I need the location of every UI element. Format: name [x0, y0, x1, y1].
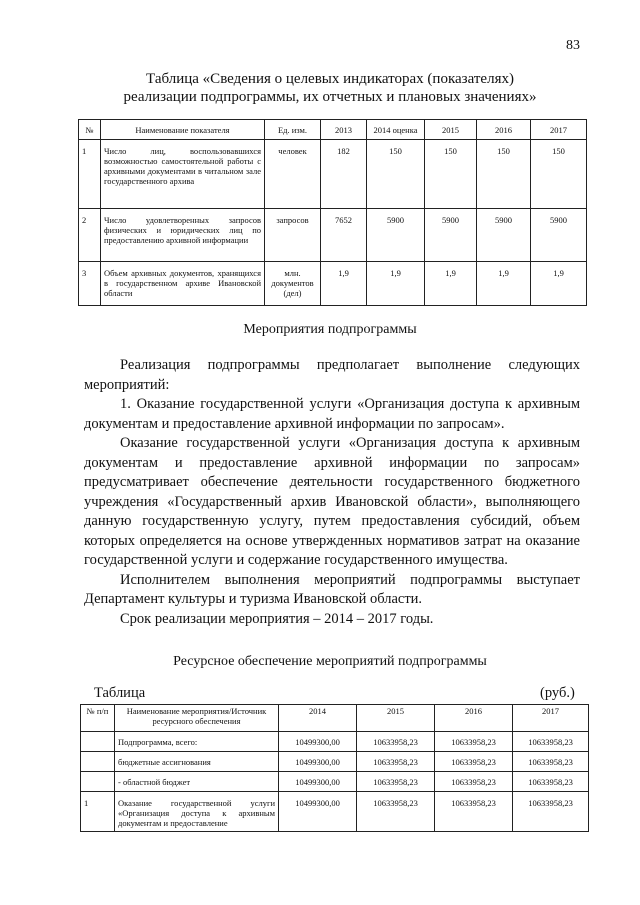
table-header-row — [79, 120, 587, 140]
table-row — [79, 140, 587, 209]
item-name: Оказание государственной услуги «Организация доступа к архивным документам и предоставление — [115, 792, 279, 832]
body-text — [84, 356, 580, 629]
value-cell: 10499300,00 — [279, 792, 357, 832]
value-cell: 1,9 — [367, 262, 425, 306]
value-cell: 10633958,23 — [513, 752, 589, 772]
paragraph: Оказание государственной услуги «Организация доступа к архивным документам и предоставление архивной информации по запросам» предусматривает обеспечение деятельности государственного бюджетного учреждения «Государственный архив Ивановской области», выполняющего данную государственную услугу, путем предоставления субсидий, объем которых определяется на основе утвержденных нормативов затрат на оказание государственной услуги и содержание государственного имущества. — [84, 435, 580, 568]
unit-cell: запросов — [265, 209, 321, 262]
header-cell: 2017 — [513, 705, 589, 732]
table-caption: Таблица — [94, 685, 146, 701]
value-cell: 10633958,23 — [357, 732, 435, 752]
value-cell: 10499300,00 — [279, 772, 357, 792]
value-cell: 5900 — [367, 209, 425, 262]
header-cell: Наименование показателя — [101, 120, 265, 140]
row-number: 1 — [81, 792, 115, 832]
row-number — [81, 772, 115, 792]
value-cell: 10633958,23 — [357, 792, 435, 832]
item-name: Подпрограмма, всего: — [115, 732, 279, 752]
value-cell: 10633958,23 — [513, 792, 589, 832]
table-row — [79, 209, 587, 262]
indicator-name: Число лиц, воспользовавшихся возможностью самостоятельной работы с архивными документами в читальном зале государственного архива — [101, 140, 265, 209]
paragraph: Срок реализации мероприятия – 2014 – 2017 годы. — [120, 610, 434, 627]
header-cell: 2015 — [425, 120, 477, 140]
value-cell: 10633958,23 — [435, 792, 513, 832]
value-cell: 10633958,23 — [435, 732, 513, 752]
table-header-row — [81, 705, 589, 732]
value-cell: 7652 — [321, 209, 367, 262]
page-number: 83 — [566, 38, 580, 53]
value-cell: 5900 — [477, 209, 531, 262]
row-number — [81, 732, 115, 752]
row-number: 1 — [79, 140, 101, 209]
table-row — [81, 752, 589, 772]
resources-table — [80, 704, 589, 832]
value-cell: 150 — [531, 140, 587, 209]
value-cell: 1,9 — [321, 262, 367, 306]
item-name: - областной бюджет — [115, 772, 279, 792]
value-cell: 182 — [321, 140, 367, 209]
value-cell: 1,9 — [425, 262, 477, 306]
header-cell: 2014 оценка — [367, 120, 425, 140]
header-cell: 2013 — [321, 120, 367, 140]
paragraph: Исполнителем выполнения мероприятий подпрограммы выступает Департамент культуры и туризма Ивановской области. — [84, 571, 580, 607]
table-row — [81, 732, 589, 752]
item-name: бюджетные ассигнования — [115, 752, 279, 772]
header-cell: Ед. изм. — [265, 120, 321, 140]
header-cell: № — [79, 120, 101, 140]
value-cell: 10633958,23 — [513, 772, 589, 792]
value-cell: 5900 — [531, 209, 587, 262]
value-cell: 150 — [367, 140, 425, 209]
section-heading-events: Мероприятия подпрограммы — [243, 322, 417, 337]
value-cell: 10633958,23 — [357, 752, 435, 772]
value-cell: 150 — [477, 140, 531, 209]
value-cell: 5900 — [425, 209, 477, 262]
currency-label: (руб.) — [540, 685, 575, 701]
indicator-name: Число удовлетворенных запросов физических и юридических лиц по предоставлению архивной информации — [101, 209, 265, 262]
header-cell: Наименование мероприятия/Источник ресурсного обеспечения — [115, 705, 279, 732]
value-cell: 10633958,23 — [357, 772, 435, 792]
row-number — [81, 752, 115, 772]
value-cell: 10499300,00 — [279, 732, 357, 752]
value-cell: 10499300,00 — [279, 752, 357, 772]
value-cell: 10633958,23 — [435, 772, 513, 792]
header-cell: 2014 — [279, 705, 357, 732]
section-heading-resources: Ресурсное обеспечение мероприятий подпрограммы — [173, 654, 487, 669]
unit-cell: млн. документов (дел) — [265, 262, 321, 306]
row-number: 2 — [79, 209, 101, 262]
indicator-name: Объем архивных документов, хранящихся в государственном архиве Ивановской области — [101, 262, 265, 306]
page-title — [60, 70, 600, 106]
header-cell: 2015 — [357, 705, 435, 732]
paragraph: 1. Оказание государственной услуги «Организация доступа к архивным документам и предоставление архивной информации по запросам». — [84, 396, 580, 432]
unit-cell: человек — [265, 140, 321, 209]
value-cell: 1,9 — [477, 262, 531, 306]
header-cell: 2016 — [477, 120, 531, 140]
indicators-table — [78, 119, 587, 306]
header-cell: 2016 — [435, 705, 513, 732]
title-line-1: Таблица «Сведения о целевых индикаторах (показателях) — [146, 71, 514, 87]
value-cell: 1,9 — [531, 262, 587, 306]
header-cell: № п/п — [81, 705, 115, 732]
title-line-2: реализации подпрограммы, их отчетных и плановых значениях» — [123, 89, 537, 105]
header-cell: 2017 — [531, 120, 587, 140]
table-row — [79, 262, 587, 306]
value-cell: 10633958,23 — [435, 752, 513, 772]
table-row — [81, 772, 589, 792]
value-cell: 150 — [425, 140, 477, 209]
value-cell: 10633958,23 — [513, 732, 589, 752]
table-row — [81, 792, 589, 832]
paragraph: Реализация подпрограммы предполагает выполнение следующих мероприятий: — [84, 357, 580, 393]
row-number: 3 — [79, 262, 101, 306]
